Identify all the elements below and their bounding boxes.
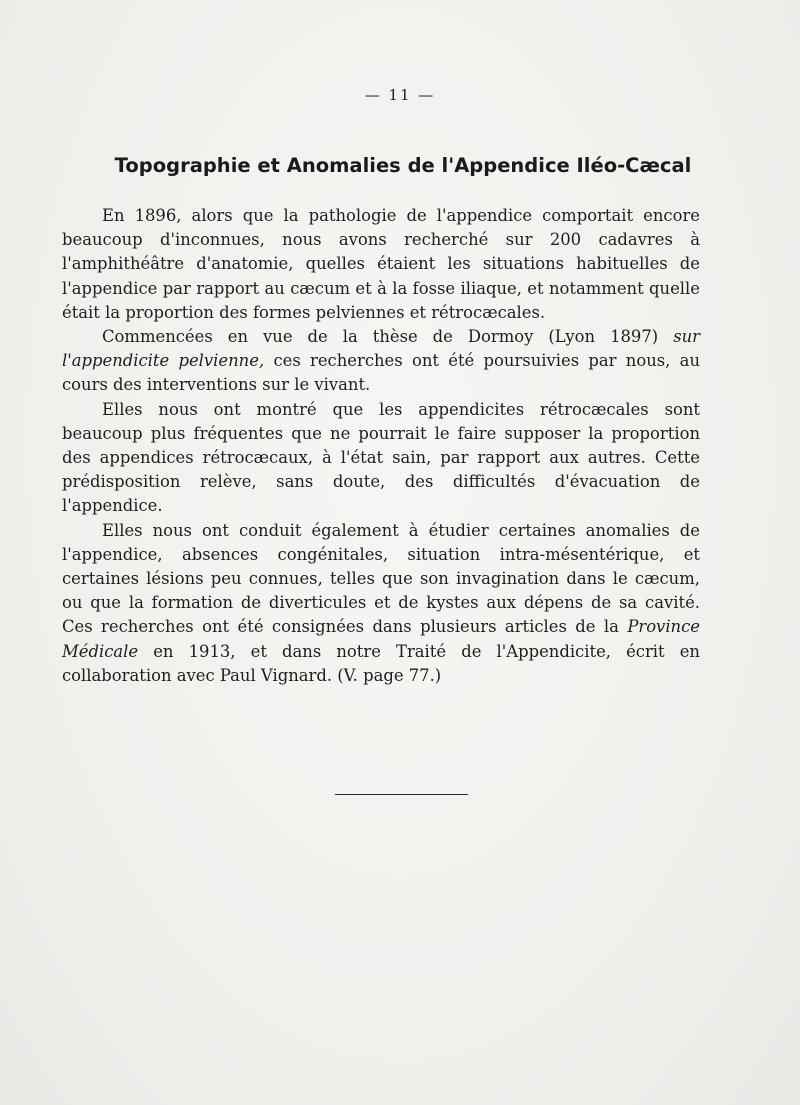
paragraph-4-text-b: en 1913, et dans notre Traité de l'Appendicite, écrit en collaboration avec Paul Vignard. (V. page 77.) <box>62 641 700 685</box>
paragraph-4 <box>62 519 700 688</box>
paragraph-2-italic: sur l'appendicite pelvienne, <box>62 327 700 371</box>
paragraph-2 <box>62 325 700 398</box>
end-rule <box>335 794 468 795</box>
body-text <box>62 204 700 688</box>
page-number: — 11 — <box>364 86 436 104</box>
paragraph-1: En 1896, alors que la pathologie de l'appendice comportait encore beaucoup d'inconnues, nous avons recherché sur 200 cadavres à l'amphithéâtre d'anatomie, quelles étaient les situations habituelles de l'appendice par rapport au cæcum et à la fosse iliaque, et notamment quelle était la proportion des formes pelviennes et rétrocæcales. <box>62 206 700 322</box>
page-title: Topographie et Anomalies de l'Appendice Iléo-Cæcal <box>114 154 692 177</box>
paragraph-2-text-b: ces recherches ont été poursuivies par nous, au cours des interventions sur le vivant. <box>62 351 700 395</box>
paragraph-2-text-a: Commencées en vue de la thèse de Dormoy (Lyon 1897) <box>102 327 674 347</box>
paragraph-4-italic: Province Médicale <box>62 617 700 661</box>
paragraph-4-text-a: Elles nous ont conduit également à étudier certaines anomalies de l'appendice, absences congénitales, situation intra-mésentérique, et certaines lésions peu connues, telles que son invagination dans le cæcum, ou que la formation de diverticules et de kystes aux dépens de sa cavité. Ces recherches ont été consignées dans plusieurs articles de la <box>62 520 700 637</box>
paragraph-3: Elles nous ont montré que les appendicites rétrocæcales sont beaucoup plus fréquentes que ne pourrait le faire supposer la proportion des appendices rétrocæcaux, à l'état sain, par rapport aux autres. Cette prédisposition relève, sans doute, des difficultés d'évacuation de l'appendice. <box>62 399 700 516</box>
